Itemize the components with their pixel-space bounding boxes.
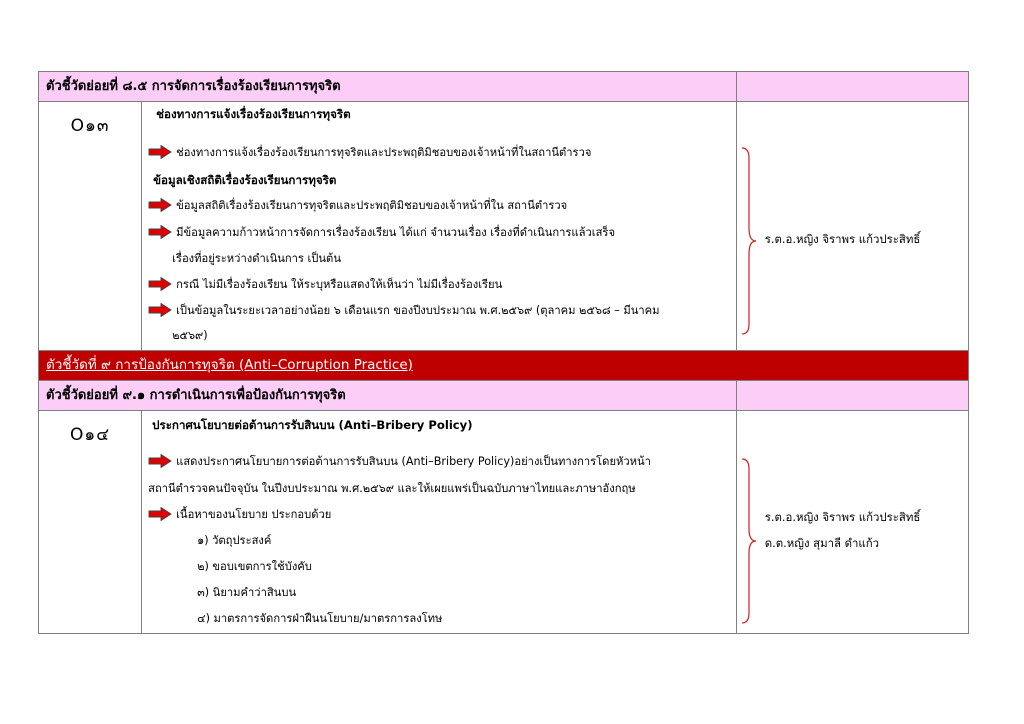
section-8-5-header-row xyxy=(39,72,969,102)
o14-heading-policy: ประกาศนโยบายต่อต้านการรับสินบน (Anti–Bribery Policy) xyxy=(152,418,473,432)
o13-line-period-cont: ๒๕๖๙) xyxy=(172,329,208,342)
indicator-9-header xyxy=(39,351,969,381)
item-o14-responsible xyxy=(736,411,968,634)
o13-line-no-complaint xyxy=(148,277,732,293)
right-arrow-icon xyxy=(148,277,172,291)
section-9-1-header-row xyxy=(39,381,969,411)
o14-item-2: ๒) ขอบเขตการใช้บังคับ xyxy=(197,560,312,573)
item-o14-row xyxy=(39,411,969,634)
o13-line-channels-text: ช่องทางการแจ้งเรื่องร้องเรียนการทุจริตและประพฤติมิชอบของเจ้าหน้าที่ในสถานีตำรวจ xyxy=(176,146,592,159)
item-o13-row xyxy=(39,102,969,351)
right-arrow-icon xyxy=(148,198,172,212)
o13-line-channels xyxy=(148,145,732,161)
o13-line-no-complaint-text: กรณี ไม่มีเรื่องร้องเรียน ให้ระบุหรือแสดงให้เห็นว่า ไม่มีเรื่องร้องเรียน xyxy=(176,278,503,291)
right-arrow-icon xyxy=(148,225,172,239)
o14-line-content xyxy=(148,507,732,523)
o14-line-content-text: เนื้อหาของนโยบาย ประกอบด้วย xyxy=(176,508,332,521)
item-o13-code: O๑๓ xyxy=(70,116,110,136)
o13-line-period-text: เป็นข้อมูลในระยะเวลาอย่างน้อย ๖ เดือนแรก ของปีงบประมาณ พ.ศ.๒๕๖๙ (ตุลาคม ๒๕๖๘ – มีนาคม xyxy=(176,304,660,317)
o13-line-progress-text: มีข้อมูลความก้าวหน้าการจัดการเรื่องร้องเรียน ได้แก่ จำนวนเรื่อง เรื่องที่ดำเนินการแล้วเสร็จ xyxy=(176,226,615,239)
o13-line-period xyxy=(148,303,732,319)
o13-heading-statistics: ข้อมูลเชิงสถิติเรื่องร้องเรียนการทุจริต xyxy=(153,173,337,187)
item-o13-responsible xyxy=(736,102,968,351)
section-9-1-title: ตัวชี้วัดย่อยที่ ๙.๑ การดำเนินการเพื่อป้องกันการทุจริต xyxy=(46,388,346,403)
right-arrow-icon xyxy=(148,303,172,317)
o14-responsible-person-2: ด.ต.หญิง สุมาลี ดำแก้ว xyxy=(764,536,880,550)
right-brace-icon xyxy=(739,457,759,625)
right-arrow-icon xyxy=(148,507,172,521)
right-arrow-icon xyxy=(148,145,172,159)
section-8-5-title: ตัวชี้วัดย่อยที่ ๘.๕ การจัดการเรื่องร้องเรียนการทุจริต xyxy=(46,79,341,94)
item-o14-content xyxy=(142,411,737,634)
section-8-5-header-blank xyxy=(736,72,968,102)
o14-item-1: ๑) วัตถุประสงค์ xyxy=(197,534,272,547)
item-o13-content xyxy=(142,102,737,351)
indicator-table xyxy=(38,71,969,634)
o13-line-statistics-text: ข้อมูลสถิติเรื่องร้องเรียนการทุจริตและประพฤติมิชอบของเจ้าหน้าที่ใน สถานีตำรวจ xyxy=(176,199,568,212)
o13-line-progress xyxy=(148,225,732,241)
section-9-1-header xyxy=(39,381,737,411)
section-9-1-header-blank xyxy=(736,381,968,411)
indicator-9-header-row xyxy=(39,351,969,381)
item-o14-code: O๑๔ xyxy=(70,425,111,445)
indicator-9-title: ตัวชี้วัดที่ ๙ การป้องกันการทุจริต (Anti–Corruption Practice) xyxy=(46,357,413,373)
o13-responsible-person: ร.ต.อ.หญิง จิราพร แก้วประสิทธิ์ xyxy=(764,232,921,246)
o14-line-announce-cont: สถานีตำรวจคนปัจจุบัน ในปีงบประมาณ พ.ศ.๒๕๖๙ และให้เผยแพร่เป็นฉบับภาษาไทยและภาษาอังกฤษ xyxy=(148,482,636,495)
o14-item-3: ๓) นิยามคำว่าสินบน xyxy=(197,586,297,599)
o14-line-announce-text: แสดงประกาศนโยบายการต่อต้านการรับสินบน (Anti–Bribery Policy)อย่างเป็นทางการโดยหัวหน้า xyxy=(176,455,651,468)
o14-line-announce xyxy=(148,454,732,470)
item-o14-code-cell xyxy=(39,411,142,634)
o13-line-progress-cont: เรื่องที่อยู่ระหว่างดำเนินการ เป็นต้น xyxy=(172,252,341,265)
right-arrow-icon xyxy=(148,454,172,468)
item-o13-code-cell xyxy=(39,102,142,351)
o14-item-4: ๔) มาตรการจัดการฝ่าฝืนนโยบาย/มาตรการลงโทษ xyxy=(197,612,443,625)
o14-responsible-person-1: ร.ต.อ.หญิง จิราพร แก้วประสิทธิ์ xyxy=(764,510,921,524)
o13-line-statistics xyxy=(148,198,732,214)
right-brace-icon xyxy=(739,146,759,336)
o13-heading-channels: ช่องทางการแจ้งเรื่องร้องเรียนการทุจริต xyxy=(156,107,351,121)
section-8-5-header xyxy=(39,72,737,102)
